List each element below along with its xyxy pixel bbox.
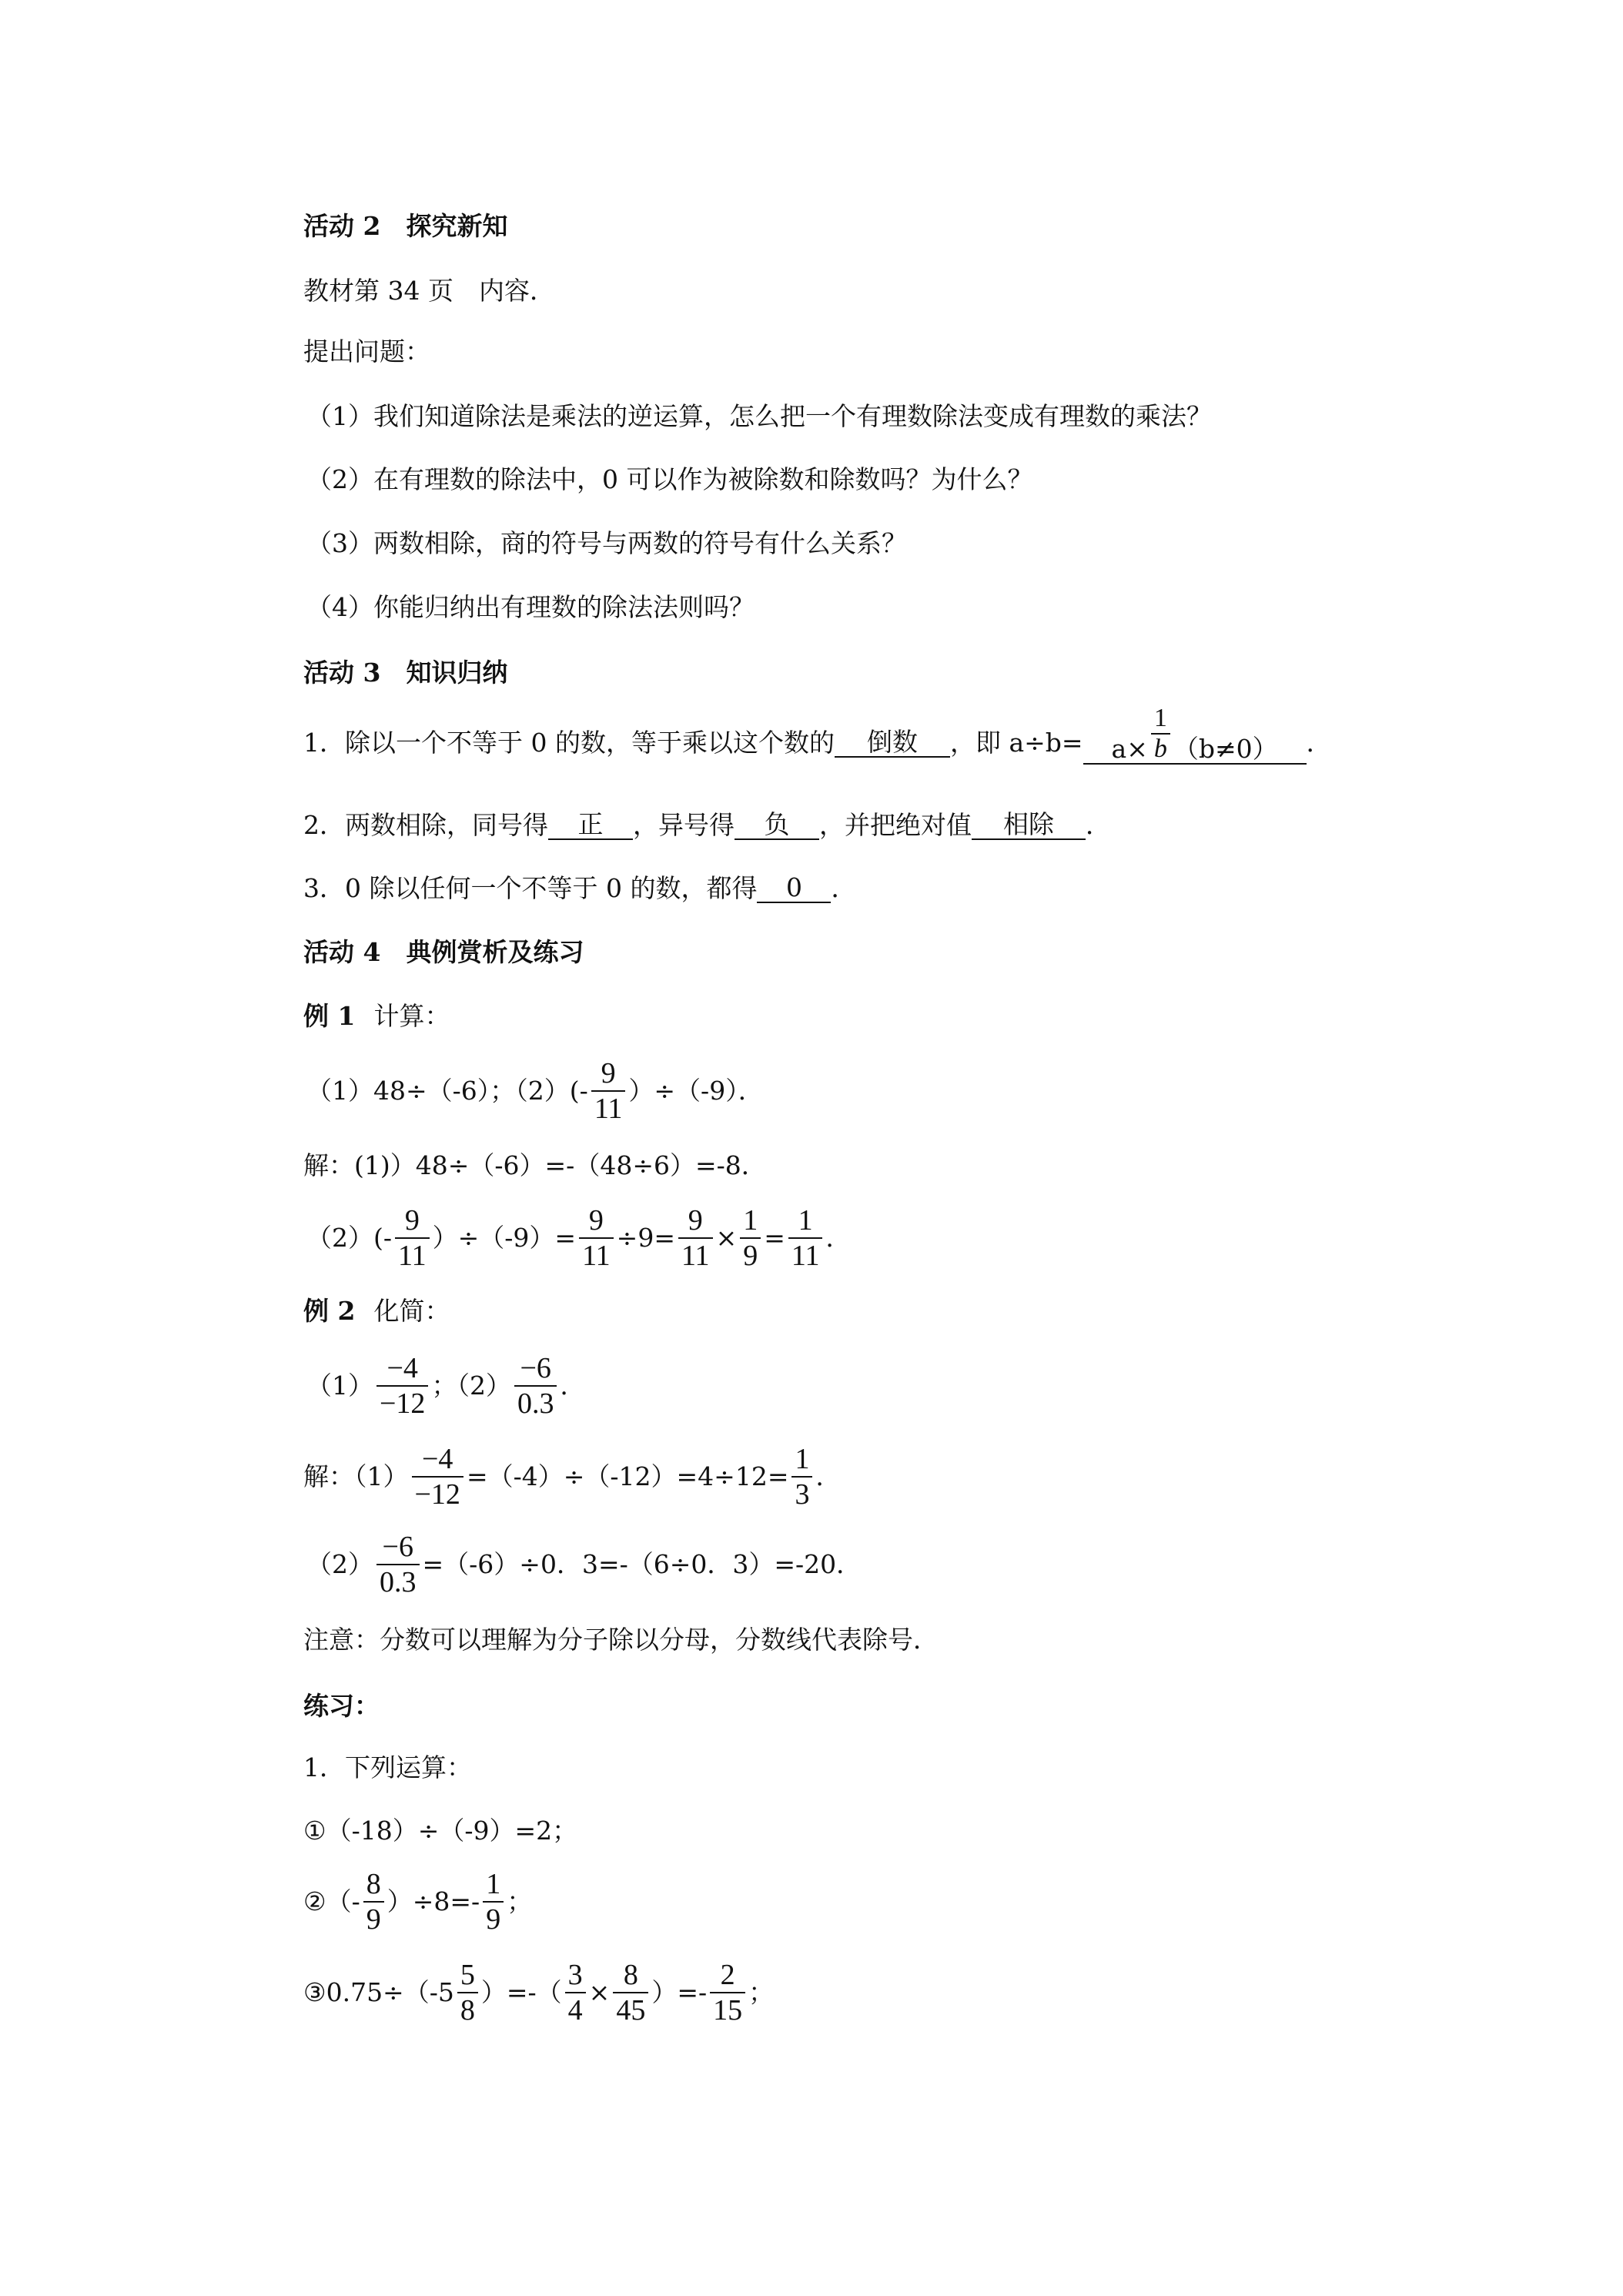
practice-item-2: [303, 1862, 532, 1942]
example-2-problem-b: ；（2）: [431, 1371, 511, 1401]
solution-2-d: ×: [715, 1223, 738, 1253]
rule-3-pre: 3．0 除以任何一个不等于 0 的数，都得: [303, 873, 758, 903]
fraction-numerator: 9: [404, 1204, 420, 1237]
question-3: （3）两数相除，商的符号与两数的符号有什么关系？: [306, 528, 907, 558]
fraction-numerator: 3: [567, 1959, 583, 1991]
practice-title: 练习：: [303, 1691, 380, 1721]
fraction: [376, 1531, 420, 1598]
ex2-solution-1-a: 解：（1）: [303, 1461, 409, 1491]
rule-2: [303, 810, 1111, 841]
fraction: [483, 1869, 504, 1935]
example-1-label: 例 1: [303, 1001, 356, 1031]
item-3-b: ）=-（: [480, 1977, 562, 2007]
question-4: （4）你能归纳出有理数的除法法则吗？: [306, 592, 755, 622]
fraction-denominator: b: [1151, 733, 1170, 762]
rule-1-blank-2: [1083, 704, 1307, 765]
rule-1-end: ．: [1306, 728, 1332, 758]
fraction-denominator: 45: [613, 1992, 648, 2026]
fraction-numerator: −6: [382, 1531, 413, 1563]
fraction-denominator: 9: [363, 1901, 384, 1935]
fraction-numerator: 9: [588, 1204, 604, 1237]
rule-2-pre: 2．两数相除，同号得: [303, 810, 548, 840]
example-2-label: 例 2: [303, 1296, 356, 1326]
example-2-problem-c: ．: [560, 1371, 586, 1401]
fraction-numerator: 1: [798, 1204, 813, 1237]
example-1-solution-1: 解：(1)）48÷（-6）=-（48÷6）=-8．: [303, 1150, 767, 1180]
fraction-numerator: 1: [795, 1443, 810, 1475]
fraction: [363, 1869, 384, 1935]
item-2-b: ）÷8=-: [387, 1886, 480, 1916]
ex2-solution-1-c: ．: [815, 1461, 842, 1491]
practice-item-1: ①（-18）÷（-9）=2；: [303, 1816, 578, 1846]
fraction: [710, 1960, 745, 2026]
fraction-denominator: 8: [457, 1992, 478, 2026]
fraction-denominator: −12: [376, 1385, 428, 1419]
example-1-problem-b: ）÷（-9）．: [628, 1076, 764, 1106]
rule-3: [303, 873, 856, 904]
fraction-numerator: −4: [387, 1352, 418, 1384]
rule-1-blank-2-pre: a×: [1111, 734, 1148, 764]
question-2: （2）在有理数的除法中，0 可以作为被除数和除数吗？为什么？: [306, 464, 1033, 494]
fraction-denominator: 11: [395, 1237, 430, 1271]
fraction-denominator: 11: [788, 1237, 823, 1271]
fraction-numerator: 2: [720, 1959, 735, 1991]
solution-2-e: =: [764, 1223, 785, 1253]
solution-2-f: ．: [825, 1223, 852, 1253]
fraction: [579, 1205, 614, 1271]
fraction-denominator: 11: [678, 1237, 713, 1271]
rule-1-blank-1: 倒数: [835, 728, 950, 758]
fraction: [788, 1205, 823, 1271]
example-2-solution-2: [306, 1525, 862, 1605]
item-2-c: ；: [507, 1886, 533, 1916]
rule-1-fraction: [1151, 705, 1170, 762]
fraction-numerator: 8: [366, 1868, 381, 1900]
fraction-numerator: −6: [520, 1352, 551, 1384]
solution-2-b: ）÷（-9）=: [432, 1223, 577, 1253]
fraction-denominator: 0.3: [514, 1385, 557, 1419]
item-3-c: ×: [588, 1977, 611, 2007]
practice-item-3: [303, 1953, 774, 2033]
fraction: [591, 1058, 626, 1124]
practice-1: 1．下列运算：: [303, 1752, 472, 1782]
rule-2-blank-3: 相除: [972, 811, 1086, 840]
rule-1: [303, 704, 1332, 770]
fraction: [678, 1205, 713, 1271]
rule-3-blank-1: 0: [757, 874, 831, 903]
ask-label: 提出问题：: [303, 336, 430, 366]
solution-2-c: ÷9=: [616, 1223, 675, 1253]
item-2-a: ②（-: [303, 1886, 360, 1916]
fraction-denominator: 11: [591, 1090, 626, 1124]
example-1-text: 计算：: [373, 1001, 450, 1031]
rule-1-blank-2-post: （b≠0）: [1173, 734, 1278, 764]
fraction: [740, 1205, 761, 1271]
rule-3-end: ．: [831, 873, 857, 903]
fraction-denominator: 3: [791, 1476, 812, 1510]
mixed-fraction: [457, 1960, 478, 2026]
fraction: [613, 1960, 648, 2026]
example-1-problem: [306, 1051, 764, 1131]
rule-2-m2: ，并把绝对值: [819, 810, 972, 840]
ex2-solution-2-a: （2）: [306, 1549, 373, 1579]
example-1-heading: [303, 1001, 450, 1032]
fraction-denominator: −12: [412, 1476, 463, 1510]
fraction-numerator: 5: [460, 1959, 475, 1991]
rule-1-pre: 1．除以一个不等于 0 的数，等于乘以这个数的: [303, 728, 835, 758]
fraction-numerator: 1: [743, 1204, 758, 1237]
textbook-ref: 教材第 34 页 内容．: [303, 276, 555, 306]
fraction-denominator: 4: [565, 1992, 586, 2026]
example-2-solution-1: [303, 1437, 841, 1517]
fraction-numerator: 9: [601, 1057, 616, 1089]
ex2-solution-1-b: =（-4）÷（-12）=4÷12=: [466, 1461, 789, 1491]
fraction-denominator: 11: [579, 1237, 614, 1271]
question-1: （1）我们知道除法是乘法的逆运算，怎么把一个有理数除法变成有理数的乘法？: [306, 401, 1212, 431]
fraction-denominator: 0.3: [376, 1564, 420, 1598]
rule-2-blank-1: 正: [548, 811, 633, 840]
act2-title: 活动 2 探究新知: [303, 211, 508, 241]
fraction: [565, 1960, 586, 2026]
rule-1-mid: ，即 a÷b=: [949, 728, 1083, 758]
example-2-text: 化简：: [373, 1296, 450, 1326]
example-2-heading: [303, 1296, 450, 1327]
fraction-numerator: 1: [486, 1868, 501, 1900]
ex2-solution-2-b: =（-6）÷0．3=-（6÷0．3）=-20．: [422, 1549, 862, 1579]
fraction-numerator: −4: [422, 1443, 453, 1475]
fraction: [514, 1353, 557, 1419]
example-1-problem-a: （1）48÷（-6）；（2）(-: [306, 1076, 588, 1106]
note: 注意：分数可以理解为分子除以分母，分数线代表除号．: [303, 1625, 939, 1655]
fraction: [376, 1353, 428, 1419]
fraction-denominator: 9: [483, 1901, 504, 1935]
solution-2-a: （2）(-: [306, 1223, 393, 1253]
rule-2-blank-2: 负: [735, 811, 819, 840]
fraction-denominator: 15: [710, 1992, 745, 2026]
rule-2-m1: ，异号得: [633, 810, 735, 840]
act4-title: 活动 4 典例赏析及练习: [303, 937, 584, 967]
fraction: [412, 1444, 463, 1510]
fraction-numerator: 1: [1153, 704, 1167, 732]
fraction-numerator: 8: [623, 1959, 638, 1991]
fraction-denominator: 9: [740, 1237, 761, 1271]
fraction: [395, 1205, 430, 1271]
rule-2-end: ．: [1086, 810, 1111, 840]
item-3-d: ）=-: [651, 1977, 708, 2007]
fraction: [791, 1444, 812, 1510]
item-3-a: ③0.75÷（-5: [303, 1977, 454, 2007]
act3-title: 活动 3 知识归纳: [303, 658, 508, 688]
item-3-e: ；: [748, 1977, 775, 2007]
example-1-solution-2: [306, 1198, 851, 1278]
example-2-problem-a: （1）: [306, 1371, 373, 1401]
fraction-numerator: 9: [688, 1204, 703, 1237]
example-2-problem: [306, 1346, 585, 1426]
